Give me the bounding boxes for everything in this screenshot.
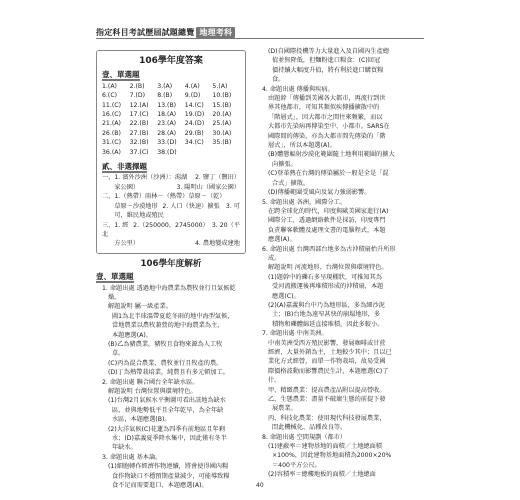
running-header: [96, 27, 235, 38]
analysis-line: 應選(A)。: [268, 236, 296, 244]
analysis-line: (1)建蔽率＝建物基地的面積／土地總面積: [268, 443, 382, 451]
answer-item: 16.(C): [102, 111, 121, 119]
answer-item: 19.(D): [184, 111, 205, 119]
answer-item: 2.(B): [129, 82, 145, 90]
essay-answer-row: [102, 239, 240, 248]
essay-answer-part: 2. 鹽丁（鹽田）: [195, 174, 240, 182]
essay-answer-part: 三、1. 經北: [102, 221, 129, 238]
analysis-line: 土；(B)台地為遠窄甚快的崩塌地形，多: [272, 311, 381, 319]
analysis-line: 應選(C)。: [272, 292, 300, 300]
analysis-line: (C)登革熱在台灣的傳染屬於一般是全是「混: [268, 170, 389, 178]
essay-answer-part: 二、1.（熱帶）雨林－（熱帶）草原－（乾）: [102, 193, 226, 201]
essay-answer-part: 草原－沙漠地形: [102, 202, 158, 210]
analysis-line: 解題說明 河流地形、台灣位置與環境特色。: [268, 264, 388, 272]
analysis-line: 層式」，所以本題選(A)。: [268, 142, 336, 150]
analysis-line: 由題幹「傳播到美國各大都市，再流行到世: [268, 95, 386, 103]
answer-item: 9.(D): [184, 92, 201, 100]
answer-item: 27.(B): [129, 129, 149, 137]
analysis-line: 圖1為北半球溫帶夏乾冬雨的地中海型氣候，: [112, 312, 234, 320]
essay-answer-part: 2.（250000，2745000） 3. 20（平: [133, 221, 240, 229]
answer-item: 31.(C): [102, 139, 121, 147]
analysis-section-mcq: 壹、單選題: [96, 272, 134, 282]
analysis-title: 106學年度解析: [140, 258, 202, 269]
answer-item: 8.(B): [157, 92, 173, 100]
analysis-line: 合式」擴散。: [272, 179, 310, 187]
answer-box-title: 106學年度答案: [139, 56, 203, 66]
analysis-line: (2)容積率＝總樓地板的面積／土地總面: [268, 471, 376, 479]
analysis-line: 2. 命題出處 聯合國台全年缺水區。: [102, 378, 199, 386]
analysis-line: 食作物缺口不穩預期產量減少，可能導致糧: [112, 472, 230, 480]
analysis-line: 本題應選(A)。: [112, 331, 152, 339]
analysis-line: (D)自國際投機等力大量進入及自國內生產總: [268, 48, 389, 55]
analysis-line: (D)傳播範圍受風向及氣力強弱影響。: [268, 189, 371, 197]
answer-item: 21.(A): [102, 120, 121, 128]
analysis-line: 經濟，大量外銷為主，土地較少其中；且以已: [268, 349, 392, 356]
essay-answer-part: 一、1. 濱外沙洲（沙洲）：潟湖: [102, 174, 188, 182]
answer-item: 23.(A): [157, 120, 177, 128]
analysis-line: 展農業。: [272, 405, 297, 413]
analysis-line: 受河流搬運後再堆積形成的沖積扇，本題: [272, 283, 384, 291]
analysis-line: 7. 命題出處 中南美洲。: [262, 330, 328, 338]
analysis-line: 年缺水。: [112, 444, 137, 452]
answer-item: 15.(B): [212, 101, 232, 109]
analysis-line: (2)(A)嘉義與台中乃為地形區，多為細沙泥: [268, 301, 385, 309]
analysis-line: 什。: [268, 377, 281, 385]
header-title: 指定科目考試歷屆試題總覽: [96, 28, 195, 37]
essay-answer-row: [102, 221, 240, 240]
analysis-line: 食不足而需要進口，本題應選(A)。: [112, 482, 208, 490]
answer-item: 33.(D): [157, 139, 177, 147]
essay-answer-part: 3. 陽明山（國家公園）: [176, 183, 240, 191]
analysis-line: 積物和礫體綿延直接堆積，因此多較小。: [272, 320, 384, 328]
answer-item: 25.(A): [212, 120, 232, 128]
analysis-line: (B)乙為豬農業，豬牧且食物來源為人工牧: [108, 340, 223, 348]
answer-item: 26.(B): [102, 129, 121, 137]
answer-item: 34.(C): [184, 139, 204, 147]
analysis-line: 在跨全球化的時代，印度與歐美國家進行(A): [268, 207, 389, 215]
essay-answer-part: 4. 農地變成建地: [195, 240, 240, 248]
analysis-line: (2)大洋氣候(C)花蓮為四季有前地區且年剩: [108, 425, 225, 433]
analysis-line: 草。: [112, 350, 125, 358]
answer-section-mcq: 壹、單選題: [102, 70, 140, 80]
essay-answer-row: [102, 202, 240, 211]
analysis-line: 燥。: [108, 293, 121, 301]
analysis-line: (B)體態輻射沙漠化範圍隨土地利用範圍的擴大: [268, 151, 395, 159]
analysis-line: 丙、科技化農業：使用現代科技發展農業，: [268, 414, 386, 422]
analysis-line: 負責聯客軟體及處理文書的電腦程式，本題: [268, 226, 386, 234]
essay-answer-part: 家公園）: [102, 183, 140, 191]
answer-item: 17.(C): [129, 111, 149, 119]
analysis-line: 水；(D)嘉義夏季降水集中，因此僅有冬半: [112, 435, 227, 443]
right-column: [256, 47, 424, 480]
analysis-line: (1)細胞轉作經濟作物連續，將會使得國內糧: [108, 463, 229, 471]
essay-answer-row: [102, 211, 240, 220]
answer-grid: [102, 82, 240, 157]
analysis-line: 1. 命題出處 透過地中海農業為農牧並行且氣候乾: [102, 284, 236, 292]
analysis-line: 價持續大幅度升值，將有利於進口購買糧: [272, 66, 384, 74]
analysis-line: 「階層式」，因大都市之間往來頻繁，而以: [268, 113, 383, 121]
analysis-line: 6. 命題出處 台灣西部台地多為古沖積扇抬升所形: [262, 245, 396, 253]
analysis-line: 水區，本題應選(B)。: [112, 416, 171, 424]
left-column: [96, 50, 246, 490]
essay-answer-part: 方公里）: [102, 240, 140, 248]
header-rule: [96, 38, 424, 39]
answer-item: 20.(A): [212, 111, 232, 119]
analysis-line: 解題說明 台灣位置與環境特色。: [108, 388, 197, 395]
answer-item: 12.(A): [129, 101, 149, 109]
answer-section-essay: 貳、非選擇題: [102, 162, 147, 172]
analysis-line: 4. 命題出處 傳播與疾病。: [262, 85, 334, 93]
answer-item: 35.(B): [212, 139, 232, 147]
essay-answer-part: 可，維民地或殖民: [102, 212, 164, 220]
answer-item: 10.(B): [212, 92, 232, 100]
analysis-line: (1)題幹中的礫石多呈現棚狀，可推知其為: [268, 273, 382, 281]
essay-answers: [102, 173, 240, 248]
answer-item: 3.(A): [157, 82, 173, 90]
analysis-line: 中南美洲受西方殖民影響，發展咖啡或甘蔗: [268, 339, 386, 347]
essay-answer-row: [102, 192, 240, 201]
analysis-line: 5. 命題出處 各洲，國際分工。: [262, 198, 347, 206]
analysis-right-text: [256, 47, 424, 480]
analysis-line: 當地農業以農牧兼營的地中海農業為主，: [112, 322, 224, 330]
essay-answer-row: [102, 183, 240, 192]
answer-item: 38.(D): [157, 148, 177, 156]
analysis-line: 國際間的傳染，亦為大都市間先傳染的「階: [268, 132, 386, 140]
answer-item: 37.(C): [129, 148, 149, 156]
answer-item: 30.(A): [212, 129, 232, 137]
analysis-line: 3. 命題出處 基本論。: [102, 453, 162, 461]
analysis-line: 8. 命題出處 空間規劃（都市）: [262, 433, 347, 441]
answer-item: 22.(B): [129, 120, 149, 128]
answer-item: 13.(B): [157, 101, 177, 109]
analysis-line: 成。: [268, 254, 281, 262]
analysis-line: 向擴張。: [272, 160, 297, 168]
answer-item: 4.(A): [184, 82, 200, 90]
answer-item: 5.(A): [212, 82, 228, 90]
answer-item: 6.(C): [102, 92, 118, 100]
answer-item: 24.(D): [184, 120, 205, 128]
analysis-line: 問此機械化、品種改良等。: [272, 424, 347, 432]
analysis-line: 大都市先染病再傳染至中、小都市。SARS在: [268, 123, 390, 131]
analysis-left-text: [96, 284, 246, 491]
answer-item: 32.(B): [129, 139, 149, 147]
analysis-line: (C)丙為混合農業，農牧並行且牧產的農。: [108, 359, 223, 367]
analysis-line: 甲、精緻農業：提高農產品附以提高營收。: [268, 386, 386, 394]
analysis-line: 界其他都市，可知其類似疾傳播擴散中的: [268, 104, 380, 112]
analysis-line: 區，並與地勢低平且全年乾旱，為全年缺: [112, 406, 224, 414]
answer-item: 28.(A): [157, 129, 177, 137]
answer-item: 29.(B): [184, 129, 204, 137]
analysis-line: 值並無降低，但麵粉進口糧食：(C)回冠: [272, 57, 381, 65]
analysis-line: 食。: [272, 76, 285, 84]
essay-answer-part: 2. 人口（快速）擴張 3. 可: [162, 202, 240, 210]
analysis-line: 國際分工，透過網絡軟件是採訪，印度專門: [268, 217, 386, 225]
answer-box: [96, 50, 246, 254]
analysis-line: ×100%，因此建物基地面積為2000×20%: [272, 452, 392, 460]
answer-item: 36.(A): [102, 148, 121, 156]
analysis-line: 業化方式經營，而單一作物栽培，故易受國: [268, 358, 386, 366]
analysis-line: 乙、生態農業：盡量不破壞生態的前提下發: [268, 396, 386, 404]
analysis-line: 解題說明 屬一級產業。: [108, 303, 172, 311]
analysis-line: (D)丁為熱帶栽培業，純農且有多元頓加工。: [108, 369, 229, 377]
answer-item: 7.(D): [129, 92, 146, 100]
answer-item: 14.(C): [184, 101, 204, 109]
analysis-line: ＝400平方公尺。: [272, 461, 321, 469]
page-number: 40: [256, 482, 264, 489]
analysis-line: 際價格波動而影響農民生計，本題應選(C)了: [268, 367, 389, 375]
answer-item: 1.(A): [102, 82, 117, 90]
answer-item: 18.(A): [157, 111, 177, 119]
answer-item: 11.(C): [102, 101, 121, 109]
analysis-line: (1)台灣2月氣候水平衡圖可看出該地為缺水: [108, 397, 226, 405]
essay-answer-row: [102, 173, 240, 182]
header-subject-badge: 地理考科: [196, 27, 235, 38]
